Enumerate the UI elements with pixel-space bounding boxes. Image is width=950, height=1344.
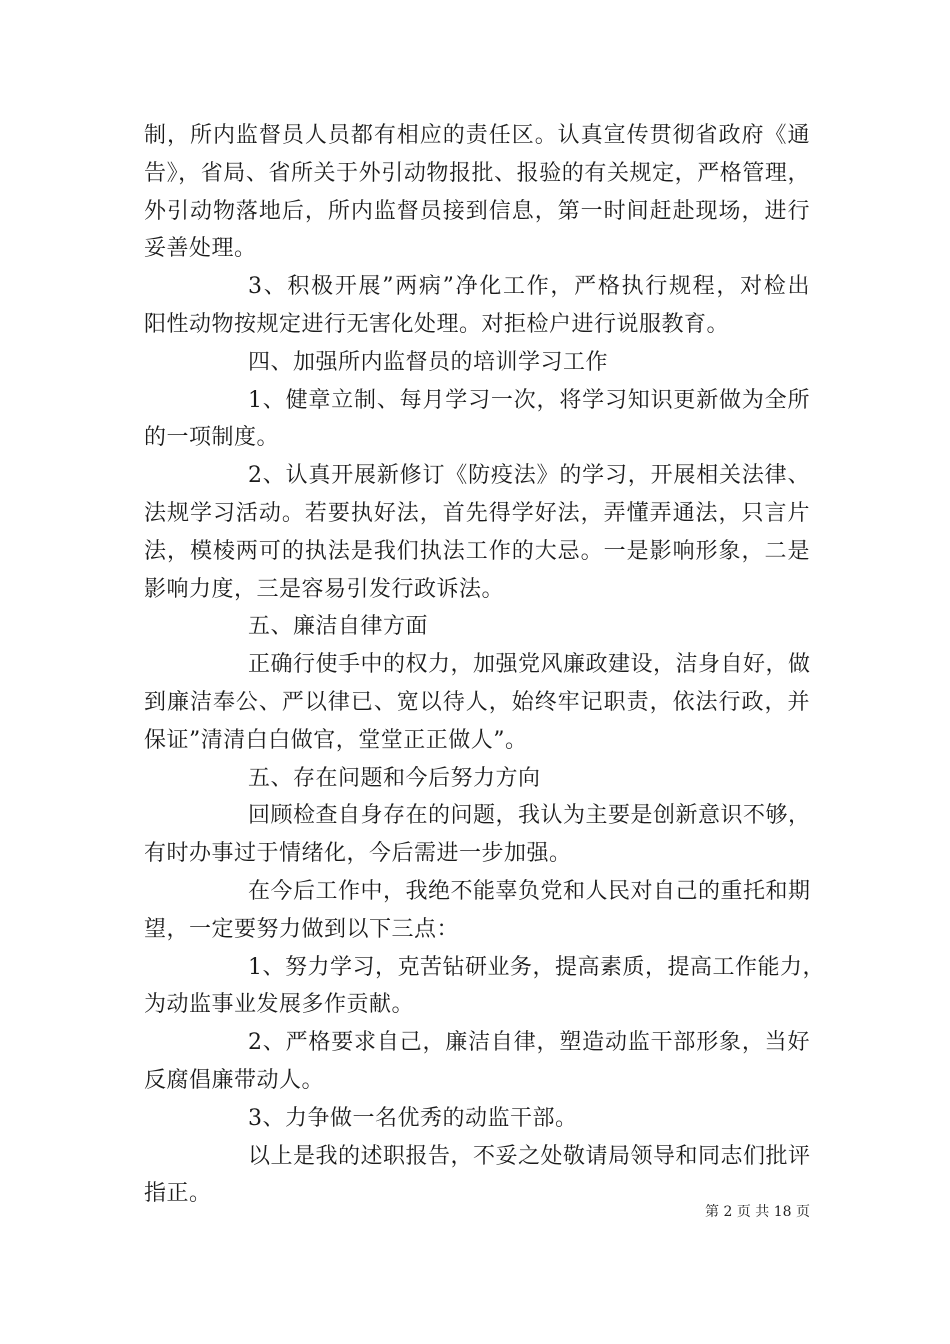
text-line: 正确行使手中的权力，加强党风廉政建设，洁身自好，做	[248, 652, 811, 678]
text-line: 为动监事业发展多作贡献。	[144, 992, 415, 1018]
text-line: 影响力度，三是容易引发行政诉法。	[144, 576, 505, 602]
text-line: 阳性动物按规定进行无害化处理。对拒检户进行说服教育。	[144, 311, 730, 337]
text-line: 保证”清清白白做官，堂堂正正做人”。	[144, 727, 528, 753]
text-line: 以上是我的述职报告，不妥之处敬请局领导和同志们批评	[248, 1143, 811, 1169]
text-line: 反腐倡廉带动人。	[144, 1067, 325, 1093]
text-line: 回顾检查自身存在的问题，我认为主要是创新意识不够，	[248, 803, 811, 829]
text-line: 望，一定要努力做到以下三点：	[144, 916, 460, 942]
text-line: 1、努力学习，克苦钻研业务，提高素质，提高工作能力，	[248, 954, 825, 980]
text-line: 2、严格要求自己，廉洁自律，塑造动监干部形象，当好	[248, 1030, 810, 1056]
text-line: 妥善处理。	[144, 236, 257, 262]
page-number-footer: 第 2 页 共 18 页	[705, 1204, 810, 1220]
text-line: 在今后工作中，我绝不能辜负党和人民对自己的重托和期	[248, 878, 811, 904]
section-heading: 四、加强所内监督员的培训学习工作	[248, 349, 609, 375]
section-heading: 五、廉洁自律方面	[248, 614, 429, 640]
body-text	[144, 117, 825, 1213]
text-line: 法，模棱两可的执法是我们执法工作的大忌。一是影响形象，二是	[144, 538, 810, 564]
text-line: 指正。	[144, 1181, 212, 1207]
text-line: 有时办事过于情绪化，今后需进一步加强。	[144, 841, 572, 867]
text-line: 外引动物落地后，所内监督员接到信息，第一时间赶赴现场，进行	[144, 198, 810, 224]
section-heading: 五、存在问题和今后努力方向	[248, 765, 541, 791]
text-line: 1、健章立制、每月学习一次，将学习知识更新做为全所	[248, 387, 810, 413]
text-line: 到廉洁奉公、严以律已、宽以待人，始终牢记职责，依法行政，并	[144, 689, 810, 715]
text-line: 的一项制度。	[144, 425, 280, 451]
text-line: 3、积极开展”两病”净化工作，严格执行规程，对检出	[248, 274, 810, 300]
text-line: 制，所内监督员人员都有相应的责任区。认真宣传贯彻省政府《通	[144, 123, 810, 148]
text-line: 3、力争做一名优秀的动监干部。	[248, 1105, 578, 1131]
text-line: 2、认真开展新修订《防疫法》的学习，开展相关法律、	[248, 463, 810, 489]
text-line: 法规学习活动。若要执好法，首先得学好法，弄懂弄通法，只言片	[144, 500, 810, 526]
text-line: 告》，省局、省所关于外引动物报批、报验的有关规定，严格管理，	[144, 160, 810, 186]
